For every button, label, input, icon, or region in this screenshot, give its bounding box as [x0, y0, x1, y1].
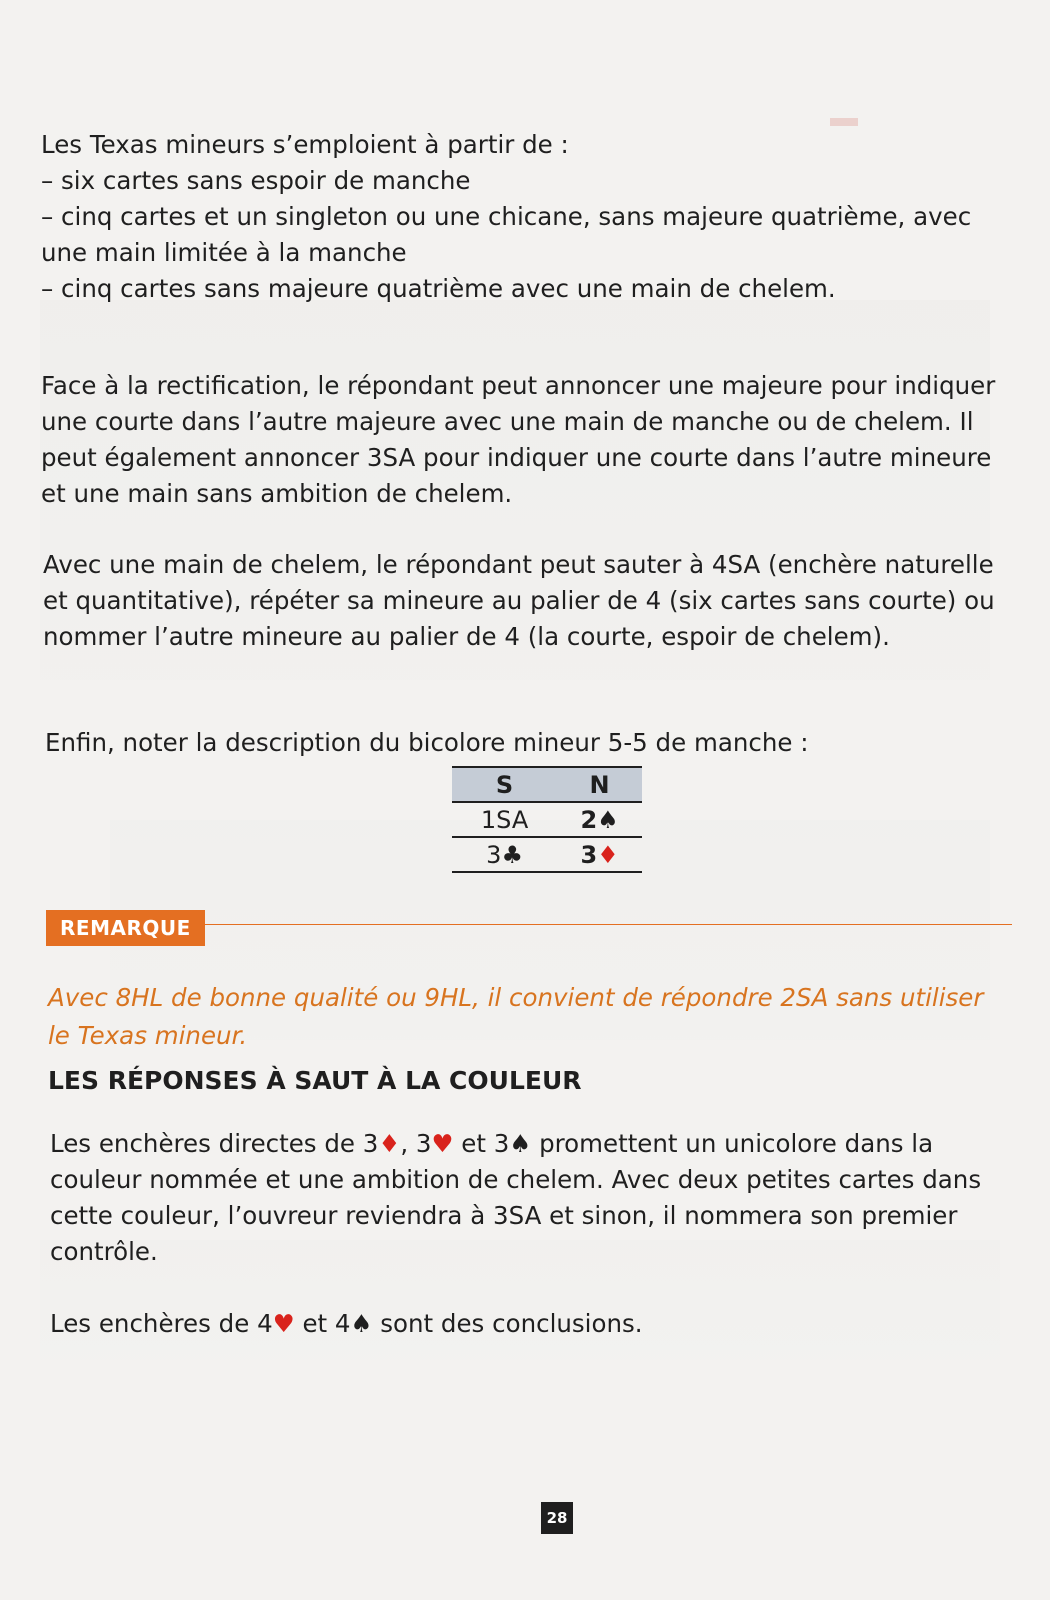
- paragraph-chelem: Avec une main de chelem, le répondant peut sauter à 4SA (enchère naturelle et quantitative), répéter sa mineure au palier de 4 (six cartes sans courte) ou nommer l’autre mineure au palier de 4 (la courte, espoir de chelem).: [43, 549, 995, 651]
- bidding-header-row: [452, 767, 642, 802]
- spade-icon: ♠: [350, 1308, 373, 1338]
- heart-icon: ♥: [431, 1128, 454, 1158]
- bidding-header-north: N: [589, 770, 610, 799]
- list-item: – cinq cartes et un singleton ou une chicane, sans majeure quatrième, avec une main limitée à la manche: [41, 202, 972, 267]
- page-number: 28: [541, 1502, 573, 1534]
- paragraph-saut: Les enchères directes de 3♦, 3♥ et 3♠ promettent un unicolore dans la couleur nommée et une ambition de chelem. Avec deux petites cartes dans cette couleur, l’ouvreur reviendra à 3SA et sinon, il nommera son premier contrôle.: [50, 1128, 982, 1266]
- club-icon: ♣: [501, 840, 523, 869]
- remarque-header: [46, 910, 1012, 946]
- bid-south: 3♣: [486, 840, 523, 869]
- diamond-icon: ♦: [597, 840, 619, 869]
- bid-south: 1SA: [480, 805, 529, 834]
- remarque-label: REMARQUE: [46, 910, 205, 946]
- paragraph-rectification: Face à la rectification, le répondant peut annoncer une majeure pour indiquer une courte dans l’autre majeure avec une main de manche ou de chelem. Il peut également annoncer 3SA pour indiquer une courte dans l’autre mineure et une main sans ambition de chelem.: [41, 370, 996, 508]
- list-item: – six cartes sans espoir de manche: [41, 166, 471, 195]
- bidding-table: [452, 766, 642, 873]
- paragraph-conclusions: Les enchères de 4♥ et 4♠ sont des conclusions.: [50, 1308, 643, 1338]
- bid-north: 2♠: [580, 805, 619, 834]
- section-title: LES RÉPONSES À SAUT À LA COULEUR: [48, 1066, 582, 1095]
- remarque-text: Avec 8HL de bonne qualité ou 9HL, il convient de répondre 2SA sans utiliser le Texas mineur.: [48, 982, 984, 1050]
- intro-lead: Les Texas mineurs s’emploient à partir de :: [41, 130, 569, 159]
- intro-list: [41, 127, 1011, 307]
- remarque-divider: [204, 924, 1012, 925]
- bleed-through-tag: [830, 118, 858, 126]
- spade-icon: ♠: [509, 1128, 532, 1158]
- heart-icon: ♥: [272, 1308, 295, 1338]
- bidding-row: [452, 802, 642, 837]
- bidding-row: [452, 837, 642, 872]
- bid-north: 3♦: [580, 840, 619, 869]
- spade-icon: ♠: [597, 805, 619, 834]
- diamond-icon: ♦: [378, 1128, 401, 1158]
- bidding-header-south: S: [495, 770, 514, 799]
- list-item: – cinq cartes sans majeure quatrième avec une main de chelem.: [41, 274, 836, 303]
- paragraph-bicolore: Enfin, noter la description du bicolore mineur 5-5 de manche :: [45, 727, 809, 757]
